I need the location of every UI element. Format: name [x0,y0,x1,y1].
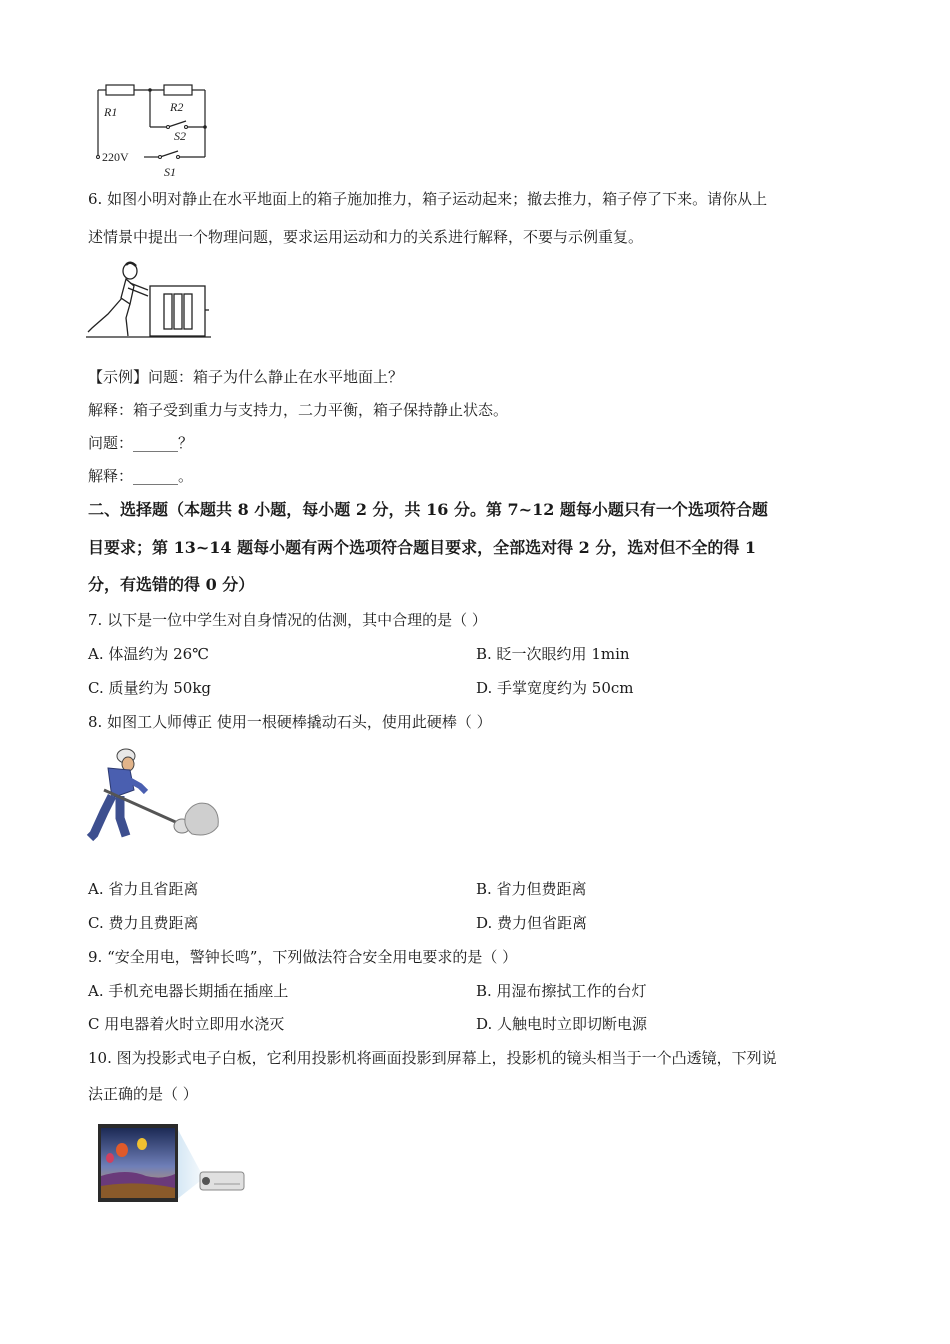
q8-stem: 8. 如图工人师傅正 使用一根硬棒撬动石头，使用此硬棒（ ） [88,713,492,731]
q10-line2: 法正确的是（ ） [88,1085,198,1103]
worker-lever-illustration [86,746,226,846]
q10-line1: 10. 图为投影式电子白板，它利用投影机将画面投影到屏幕上，投影机的镜头相当于一个凸透镜，下列说 [88,1049,777,1067]
q8-option-d: D. 费力但省距离 [476,914,588,932]
q9-option-c: C 用电器着火时立即用水浇灭 [88,1015,285,1033]
q6-answer-explanation-blank: 解释：______。 [88,467,194,485]
label-s1: S1 [164,165,176,179]
q7-stem: 7. 以下是一位中学生对自身情况的估测，其中合理的是（ ） [88,611,487,629]
label-r1: R1 [104,105,118,119]
section2-title-line2: 目要求；第 13~14 题每小题有两个选项符合题目要求，全部选对得 2 分，选对但不全的得 1 [88,538,757,557]
boy-pushing-box-illustration [86,258,216,340]
q8-option-c: C. 费力且费距离 [88,914,199,932]
label-voltage: 220V [102,150,129,164]
label-s2: S2 [174,129,186,143]
q6-line1: 6. 如图小明对静止在水平地面上的箱子施加推力，箱子运动起来；撤去推力，箱子停了下来。请你从上 [88,190,768,208]
q6-line2: 述情景中提出一个物理问题，要求运用运动和力的关系进行解释，不要与示例重复。 [88,228,644,246]
projector-whiteboard-illustration [96,1118,248,1206]
q7-option-c: C. 质量约为 50kg [88,679,212,697]
q9-option-b: B. 用湿布擦拭工作的台灯 [476,982,647,1000]
q9-option-a: A. 手机充电器长期插在插座上 [88,982,289,1000]
q8-option-a: A. 省力且省距离 [88,880,199,898]
q6-example-explanation: 解释：箱子受到重力与支持力，二力平衡，箱子保持静止状态。 [88,401,509,419]
circuit-diagram [86,80,216,180]
q8-option-b: B. 省力但费距离 [476,880,587,898]
section2-title-line3: 分，有选错的得 0 分） [88,575,255,594]
q7-option-d: D. 手掌宽度约为 50cm [476,679,634,697]
q7-option-a: A. 体温约为 26℃ [88,645,210,663]
q7-option-b: B. 眨一次眼约用 1min [476,645,630,663]
section2-title-line1: 二、选择题（本题共 8 小题，每小题 2 分，共 16 分。第 7~12 题每小题只有一个选项符合题 [88,500,768,519]
q9-option-d: D. 人触电时立即切断电源 [476,1015,648,1033]
q6-answer-question-blank: 问题：______？ [88,434,194,452]
label-r2: R2 [170,100,184,114]
q9-stem: 9. “安全用电，警钟长鸣”，下列做法符合安全用电要求的是（ ） [88,948,518,966]
q6-example-question: 【示例】问题：箱子为什么静止在水平地面上？ [88,368,404,386]
